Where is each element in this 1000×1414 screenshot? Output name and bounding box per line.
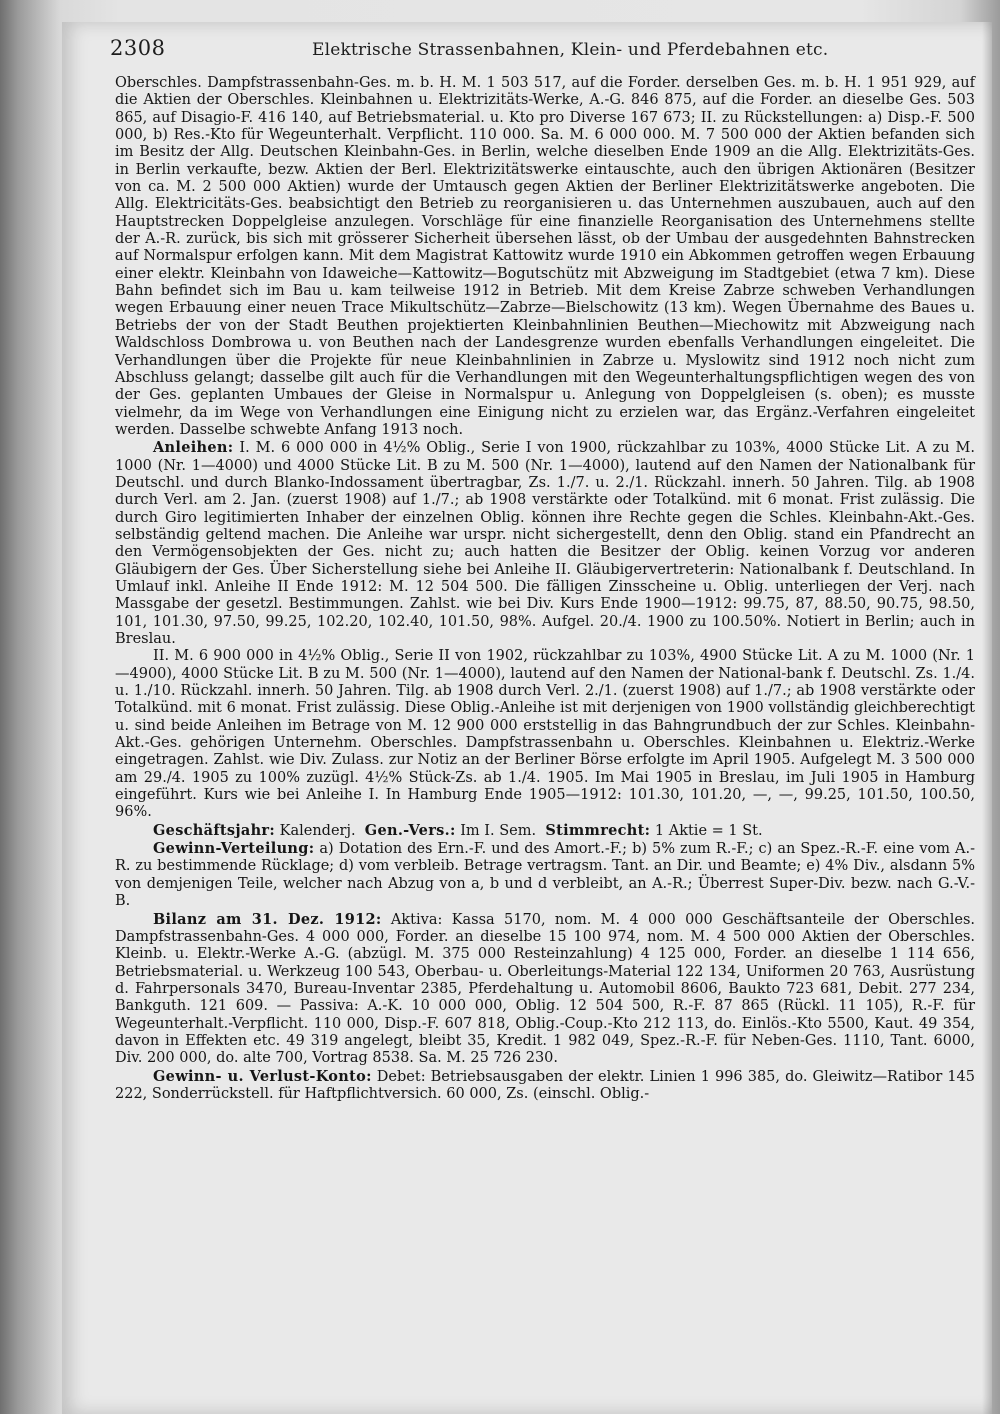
page-number: 2308	[110, 36, 166, 60]
bilanz-paragraph	[115, 911, 975, 1068]
page-header	[110, 36, 830, 64]
book-page	[62, 22, 992, 1414]
gewinn-verteilung-heading: Gewinn-Verteilung:	[153, 840, 315, 858]
gewinn-verteilung-text: a) Dotation des Ern.-F. und des Amort.-F.; b) 5% zum R.-F.; c) an Spez.-R.-F. eine vom A.-R. zu bestimmende Rücklage; d) vom verbleib. Betrage vertragsm. Tant. an Dir. und Beamte; e) 4% Div., alsdann 5% von demjenigen Teile, welcher nach Abzug von a, b und d verbleibt, an A.-R.; Überrest Super-Div. bezw. nach G.-V.-B.	[115, 841, 975, 910]
bilanz-text: Aktiva: Kassa 5170, nom. M. 4 000 000 Geschäftsanteile der Oberschles. Dampfstrassenbahn-Ges. 4 000 000, Forder. an dieselbe 15 100 974, nom. M. 4 500 000 Aktien der Oberschles. Kleinb. u. Elektr.-Werke A.-G. (abzügl. M. 375 000 Resteinzahlung) 4 125 000, Forder. an dieselbe 1 114 656, Betriebsmaterial. u. Werkzeug 100 543, Oberbau- u. Oberleitungs-Material 122 134, Uniformen 20 763, Ausrüstung d. Fahrpersonals 3470, Bureau-Inventar 2385, Pferdehaltung u. Automobil 8606, Baukto 723 681, Debit. 277 234, Bankguth. 121 609. — Passiva: A.-K. 10 000 000, Oblig. 12 504 500, R.-F. 87 865 (Rückl. 11 105), R.-F. für Wegeunterhalt.-Verpflicht. 110 000, Disp.-F. 607 818, Oblig.-Coup.-Kto 212 113, do. Einlös.-Kto 5500, Kaut. 49 354, davon in Effekten etc. 49 319 angelegt, bleibt 35, Kredit. 1 982 049, Spez.-R.-F. für Neben-Ges. 1110, Tant. 6000, Div. 200 000, do. alte 700, Vortrag 8538. Sa. M. 25 726 230.	[115, 911, 976, 1067]
page-edge-shadow	[982, 22, 992, 1414]
stimmrecht-heading: Stimmrecht:	[545, 821, 651, 839]
anleihen-paragraph-2: II. M. 6 900 000 in 4½% Oblig., Serie II von 1902, rückzahlbar zu 103%, 4900 Stücke Lit. A zu M. 1000 (Nr. 1—4900), 4000 Stücke Lit. B zu M. 500 (Nr. 1—4000), lautend auf den Namen der National-bank f. Deutschl. Zs. 1./4. u. 1./10. Rückzahl. innerh. 50 Jahren. Tilg. ab 1908 durch Verl. 2./1. (zuerst 1908) auf 1./7.; ab 1908 verstärkte oder Totalkünd. mit 6 monat. Frist zulässig. Diese Oblig.-Anleihe ist mit derjenigen von 1900 vollständig gleichberechtigt u. sind beide Anleihen im Betrage von M. 12 900 000 erststellig in das Bahngrundbuch der zur Schles. Kleinbahn-Akt.-Ges. gehörigen Unternehm. Oberschles. Dampfstrassenbahn u. Oberschles. Kleinbahnen u. Elektriz.-Werke eingetragen. Zahlst. wie Div. Zulass. zur Notiz an der Berliner Börse erfolgte im April 1905. Aufgelegt M. 3 500 000 am 29./4. 1905 zu 100% zuzügl. 4½% Stück-Zs. ab 1./4. 1905. Im Mai 1905 in Breslau, im Juli 1905 in Hamburg eingeführt. Kurs wie bei Anleihe I. In Hamburg Ende 1905—1912: 101.30, 101.20, —, —, 99.25, 101.50, 100.50, 96%.	[115, 648, 975, 821]
stimmrecht-text: 1 Aktie = 1 St.	[654, 822, 763, 839]
anleihen-heading: Anleihen:	[153, 439, 234, 457]
anleihen-text-1: I. M. 6 000 000 in 4½% Oblig., Serie I von 1900, rückzahlbar zu 103%, 4000 Stücke Lit. A zu M. 1000 (Nr. 1—4000) und 4000 Stücke Lit. B zu M. 500 (Nr. 1—4000), lautend auf den Namen der Nationalbank für Deutschl. und durch Blanko-Indossament übertragbar, Zs. 1./7. u. 2./1. Rückzahl. innerh. 50 Jahren. Tilg. ab 1908 durch Verl. am 2. Jan. (zuerst 1908) auf 1./7.; ab 1908 verstärkte oder Totalkünd. mit 6 monat. Frist zulässig. Die durch Giro legitimierten Inhaber der einzelnen Oblig. können ihre Rechte gegen die Schles. Kleinbahn-Akt.-Ges. selbständig geltend machen. Die Anleihe war urspr. nicht sichergestellt, denn den Oblig. stand ein Pfandrecht an den Vermögensobjekten der Ges. nicht zu; auch hatten die Besitzer der Oblig. keinen Vorzug vor anderen Gläubigern der Ges. Über Sicherstellung siehe bei Anleihe II. Gläubigervertreterin: Nationalbank f. Deutschland. In Umlauf inkl. Anleihe II Ende 1912: M. 12 504 500. Die fälligen Zinsscheine u. Oblig. unterliegen der Verj. nach Massgabe der gesetzl. Bestimmungen. Zahlst. wie bei Div. Kurs Ende 1900—1912: 99.75, 87, 88.50, 90.75, 98.50, 101, 101.30, 97.50, 99.25, 102.20, 102.40, 101.50, 98%. Aufgel. 20./4. 1900 zu 100.50%. Notiert in Berlin; auch in Breslau.	[115, 440, 975, 647]
bilanz-heading: Bilanz am 31. Dez. 1912:	[153, 910, 382, 928]
gewinn-verteilung-paragraph	[115, 840, 975, 910]
geschaeftsjahr-paragraph	[115, 822, 975, 840]
geschaeftsjahr-text: Kalenderj.	[279, 822, 356, 839]
gen-vers-heading: Gen.-Vers.:	[364, 821, 456, 839]
anleihen-paragraph-1	[115, 439, 975, 648]
geschaeftsjahr-heading: Geschäftsjahr:	[153, 821, 276, 839]
running-head: Elektrische Strassenbahnen, Klein- und Pferdebahnen etc.	[312, 40, 829, 60]
intro-paragraph: Oberschles. Dampfstrassenbahn-Ges. m. b. H. M. 1 503 517, auf die Forder. derselben Ges. m. b. H. 1 951 929, auf die Aktien der Oberschles. Kleinbahnen u. Elektrizitäts-Werke, A.-G. 846 875, auf die Forder. an dieselbe Ges. 503 865, auf Disagio-F. 416 140, auf Betriebsmaterial. u. Kto pro Diverse 167 673; II. zu Rückstellungen: a) Disp.-F. 500 000, b) Res.-Kto für Wegeunterhalt. Verpflicht. 110 000. Sa. M. 6 000 000. M. 7 500 000 der Aktien befanden sich im Besitz der Allg. Deutschen Kleinbahn-Ges. in Berlin, welche dieselben Ende 1909 an die Allg. Elektrizitäts-Ges. in Berlin verkaufte, bezw. Aktien der Berl. Elektrizitätswerke eintauschte, auch den übrigen Aktionären (Besitzer von ca. M. 2 500 000 Aktien) wurde der Umtausch gegen Aktien der Berliner Elektrizitätswerke angeboten. Die Allg. Elektricitäts-Ges. beabsichtigt den Betrieb zu reorganisieren u. das Unternehmen auszubauen, auch auf den Hauptstrecken Doppelgleise anzulegen. Vorschläge für eine finanzielle Reorganisation des Unternehmens stellte der A.-R. zurück, bis sich mit grösserer Sicherheit übersehen lässt, ob der Umbau der ausgedehnten Bahnstrecken auf Normalspur erfolgen kann. Mit dem Magistrat Kattowitz wurde 1910 ein Abkommen getroffen wegen Erbauung einer elektr. Kleinbahn von Idaweiche—Kattowitz—Bogutschütz mit Abzweigung im Stadtgebiet (etwa 7 km). Diese Bahn befindet sich im Bau u. kam teilweise 1912 in Betrieb. Mit dem Kreise Zabrze schweben Verhandlungen wegen Erbauung einer neuen Trace Mikultschütz—Zabrze—Bielschowitz (13 km). Wegen Übernahme des Baues u. Betriebs der von der Stadt Beuthen projektierten Kleinbahnlinien Beuthen—Miechowitz mit Abzweigung nach Waldschloss Dombrowa u. von Beuthen nach der Landesgrenze wurden ebenfalls Verhandlungen eingeleitet. Die Verhandlungen über die Projekte für neue Kleinbahnlinien in Zabrze u. Myslowitz sind 1912 noch nicht zum Abschluss gelangt; dasselbe gilt auch für die Verhandlungen mit den Wegeunterhaltungspflichtigen wegen des von der Ges. geplanten Umbaues der Gleise in Normalspur u. Anlegung von Doppelgleisen (s. oben); es musste vielmehr, da im Wege von Verhandlungen eine Einigung nicht zu erzielen war, das Ergänz.-Verfahren eingeleitet werden. Dasselbe schwebte Anfang 1913 noch.	[115, 75, 975, 438]
gewinn-verlust-heading: Gewinn- u. Verlust-Konto:	[153, 1067, 372, 1085]
gewinn-verlust-text: Debet: Betriebsausgaben der elektr. Linien 1 996 385, do. Gleiwitz—Ratibor 145 222, Sonderrückstell. für Haftpflichtversich. 60 000, Zs. (einschl. Oblig.-	[115, 1068, 975, 1102]
page-body	[115, 75, 975, 1103]
gewinn-verlust-paragraph	[115, 1068, 975, 1104]
gen-vers-text: Im I. Sem.	[460, 822, 537, 839]
